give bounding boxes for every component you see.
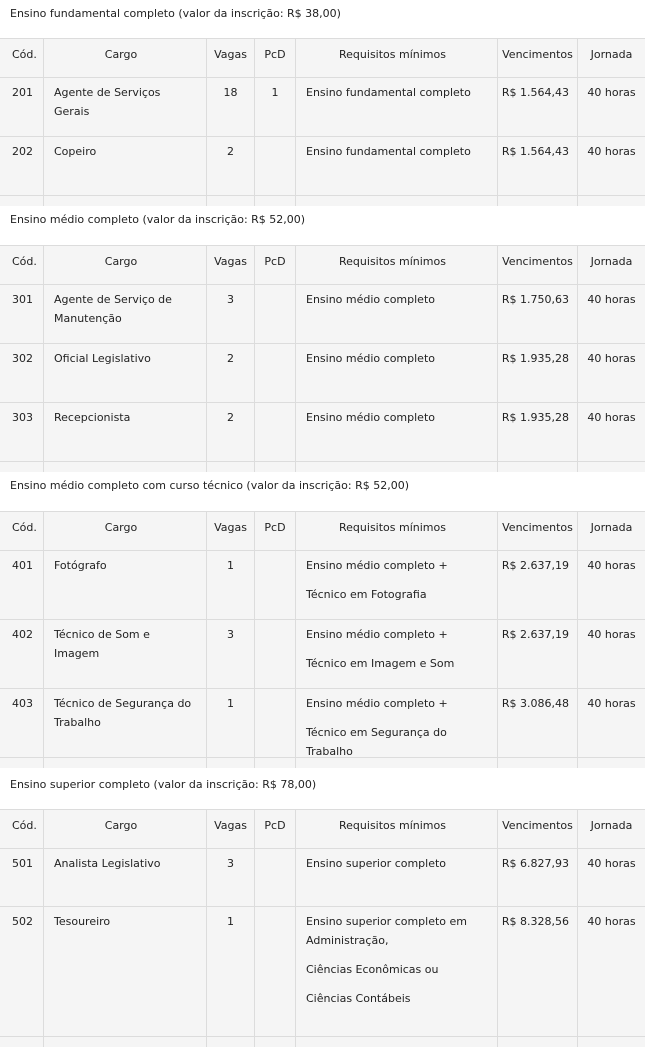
cell-cargo: Agente de Serviços Gerais <box>44 78 207 136</box>
vacancy-table <box>0 245 645 472</box>
table-row <box>0 344 645 403</box>
cell-jorn: 40 horas <box>587 628 636 641</box>
table-header-row <box>0 512 645 551</box>
cell-vagas: 3 <box>207 620 255 688</box>
cell-pcd <box>255 137 296 195</box>
spacer-cell <box>207 1037 255 1047</box>
header-venc: Vencimentos <box>498 39 578 77</box>
cell-pcd <box>255 907 296 1036</box>
table-header-row <box>0 246 645 285</box>
requirement-line: Ensino fundamental completo <box>306 145 471 158</box>
header-req: Requisitos mínimos <box>296 246 498 284</box>
requirement-line: Ensino fundamental completo <box>306 86 471 99</box>
spacer-cell <box>255 196 296 206</box>
header-cod: Cód. <box>0 512 44 550</box>
cell-req <box>296 689 498 757</box>
cell-pcd <box>255 620 296 688</box>
cell-vagas: 2 <box>207 403 255 461</box>
spacer-cell <box>498 196 578 206</box>
cell-jorn: 40 horas <box>587 857 636 870</box>
cell-venc: R$ 3.086,48 <box>498 689 578 757</box>
table-header-row <box>0 39 645 78</box>
cell-vagas: 1 <box>207 689 255 757</box>
requirement-line: Técnico em Imagem e Som <box>306 657 455 670</box>
spacer-cell <box>578 758 645 768</box>
requirement-line: Ensino superior completo <box>306 857 447 870</box>
vacancy-table <box>0 38 645 206</box>
cell-pcd <box>255 344 296 402</box>
header-req: Requisitos mínimos <box>296 39 498 77</box>
spacer-cell <box>0 758 44 768</box>
cell-cargo: Copeiro <box>44 137 207 195</box>
vacancy-table <box>0 809 645 1047</box>
header-jorn: Jornada <box>590 521 633 534</box>
spacer-cell <box>498 1037 578 1047</box>
cell-req <box>296 78 498 136</box>
header-vagas: Vagas <box>207 39 255 77</box>
header-pcd: PcD <box>255 810 296 848</box>
spacer-cell <box>0 462 44 472</box>
requirement-line: Ensino médio completo <box>306 293 435 306</box>
header-venc: Vencimentos <box>498 246 578 284</box>
cell-jorn: 40 horas <box>587 559 636 572</box>
cell-jorn: 40 horas <box>587 86 636 99</box>
header-cod: Cód. <box>0 246 44 284</box>
spacer-cell <box>578 462 645 472</box>
cell-req <box>296 551 498 619</box>
table-spacer-row <box>0 1037 645 1047</box>
header-vagas: Vagas <box>207 512 255 550</box>
cell-jorn: 40 horas <box>587 915 636 928</box>
table-row <box>0 78 645 137</box>
cell-jorn: 40 horas <box>587 293 636 306</box>
cell-vagas: 3 <box>207 849 255 906</box>
cell-req <box>296 285 498 343</box>
cell-req <box>296 849 498 906</box>
cell-req <box>296 907 498 1036</box>
cell-venc: R$ 1.935,28 <box>498 344 578 402</box>
spacer-cell <box>296 758 498 768</box>
cell-pcd <box>255 849 296 906</box>
requirement-line: Ensino médio completo + <box>306 628 448 641</box>
requirement-line: Ensino médio completo + <box>306 559 448 572</box>
cell-cargo: Agente de Serviço de Manutenção <box>44 285 207 343</box>
table-spacer-row <box>0 758 645 768</box>
header-jorn: Jornada <box>590 819 633 832</box>
cell-cod: 302 <box>0 344 44 402</box>
table-row <box>0 285 645 344</box>
header-cargo: Cargo <box>44 39 207 77</box>
cell-jorn: 40 horas <box>587 411 636 424</box>
cell-cargo: Fotógrafo <box>44 551 207 619</box>
header-pcd: PcD <box>255 39 296 77</box>
cell-venc: R$ 1.935,28 <box>498 403 578 461</box>
header-cargo: Cargo <box>44 246 207 284</box>
header-req: Requisitos mínimos <box>296 810 498 848</box>
cell-vagas: 1 <box>207 907 255 1036</box>
header-vagas: Vagas <box>207 246 255 284</box>
cell-cod: 501 <box>0 849 44 906</box>
cell-pcd <box>255 403 296 461</box>
cell-cod: 502 <box>0 907 44 1036</box>
cell-cod: 403 <box>0 689 44 757</box>
cell-cargo: Analista Legislativo <box>44 849 207 906</box>
cell-venc: R$ 2.637,19 <box>498 620 578 688</box>
section-title: Ensino superior completo (valor da inscrição: R$ 78,00) <box>0 771 645 799</box>
spacer-cell <box>44 196 207 206</box>
header-pcd: PcD <box>255 512 296 550</box>
table-row <box>0 907 645 1037</box>
cell-req <box>296 620 498 688</box>
cell-pcd: 1 <box>255 78 296 136</box>
requirement-line: Ciências Contábeis <box>306 992 411 1005</box>
spacer-cell <box>44 758 207 768</box>
cell-req <box>296 344 498 402</box>
cell-cargo: Recepcionista <box>44 403 207 461</box>
table-spacer-row <box>0 462 645 472</box>
spacer-cell <box>207 462 255 472</box>
header-vagas: Vagas <box>207 810 255 848</box>
spacer-cell <box>498 758 578 768</box>
cell-cod: 201 <box>0 78 44 136</box>
cell-jorn: 40 horas <box>587 145 636 158</box>
spacer-cell <box>255 462 296 472</box>
spacer-cell <box>255 758 296 768</box>
cell-venc: R$ 2.637,19 <box>498 551 578 619</box>
cell-cargo: Oficial Legislativo <box>44 344 207 402</box>
header-cargo: Cargo <box>44 512 207 550</box>
requirement-line: Ensino superior completo em Administração, <box>306 915 468 947</box>
spacer-cell <box>207 758 255 768</box>
spacer-cell <box>44 462 207 472</box>
requirement-line: Técnico em Segurança do Trabalho <box>306 726 447 758</box>
cell-vagas: 2 <box>207 344 255 402</box>
spacer-cell <box>578 196 645 206</box>
section-title: Ensino fundamental completo (valor da inscrição: R$ 38,00) <box>0 0 645 28</box>
cell-cod: 202 <box>0 137 44 195</box>
requirement-line: Ensino médio completo <box>306 352 435 365</box>
cell-pcd <box>255 285 296 343</box>
cell-pcd <box>255 689 296 757</box>
requirement-line: Técnico em Fotografia <box>306 588 427 601</box>
cell-vagas: 18 <box>207 78 255 136</box>
cell-cod: 401 <box>0 551 44 619</box>
header-req: Requisitos mínimos <box>296 512 498 550</box>
header-cod: Cód. <box>0 39 44 77</box>
header-jorn: Jornada <box>590 48 633 61</box>
spacer-cell <box>207 196 255 206</box>
section-title: Ensino médio completo com curso técnico (valor da inscrição: R$ 52,00) <box>0 472 645 500</box>
cell-vagas: 3 <box>207 285 255 343</box>
header-cod: Cód. <box>0 810 44 848</box>
spacer-cell <box>0 1037 44 1047</box>
spacer-cell <box>0 196 44 206</box>
cell-cod: 303 <box>0 403 44 461</box>
spacer-cell <box>296 196 498 206</box>
table-row <box>0 551 645 620</box>
cell-vagas: 1 <box>207 551 255 619</box>
cell-req <box>296 137 498 195</box>
cell-venc: R$ 1.750,63 <box>498 285 578 343</box>
cell-cargo: Técnico de Som e Imagem <box>44 620 207 688</box>
table-row <box>0 689 645 758</box>
header-venc: Vencimentos <box>498 512 578 550</box>
spacer-cell <box>296 1037 498 1047</box>
header-cargo: Cargo <box>44 810 207 848</box>
requirement-line: Ciências Econômicas ou <box>306 963 439 976</box>
header-jorn: Jornada <box>590 255 633 268</box>
vacancy-table <box>0 511 645 768</box>
cell-jorn: 40 horas <box>587 697 636 710</box>
cell-cargo: Tesoureiro <box>44 907 207 1036</box>
table-row <box>0 137 645 196</box>
section-title: Ensino médio completo (valor da inscrição: R$ 52,00) <box>0 206 645 234</box>
cell-req <box>296 403 498 461</box>
cell-venc: R$ 8.328,56 <box>498 907 578 1036</box>
table-row <box>0 620 645 689</box>
cell-venc: R$ 6.827,93 <box>498 849 578 906</box>
cell-pcd <box>255 551 296 619</box>
cell-venc: R$ 1.564,43 <box>498 137 578 195</box>
header-venc: Vencimentos <box>498 810 578 848</box>
spacer-cell <box>255 1037 296 1047</box>
table-header-row <box>0 810 645 849</box>
requirement-line: Ensino médio completo + <box>306 697 448 710</box>
cell-vagas: 2 <box>207 137 255 195</box>
requirement-line: Ensino médio completo <box>306 411 435 424</box>
table-spacer-row <box>0 196 645 206</box>
cell-cod: 402 <box>0 620 44 688</box>
table-row <box>0 403 645 462</box>
spacer-cell <box>498 462 578 472</box>
header-pcd: PcD <box>255 246 296 284</box>
spacer-cell <box>578 1037 645 1047</box>
table-row <box>0 849 645 907</box>
cell-jorn: 40 horas <box>587 352 636 365</box>
spacer-cell <box>44 1037 207 1047</box>
cell-venc: R$ 1.564,43 <box>498 78 578 136</box>
cell-cod: 301 <box>0 285 44 343</box>
spacer-cell <box>296 462 498 472</box>
cell-cargo: Técnico de Segurança do Trabalho <box>44 689 207 757</box>
